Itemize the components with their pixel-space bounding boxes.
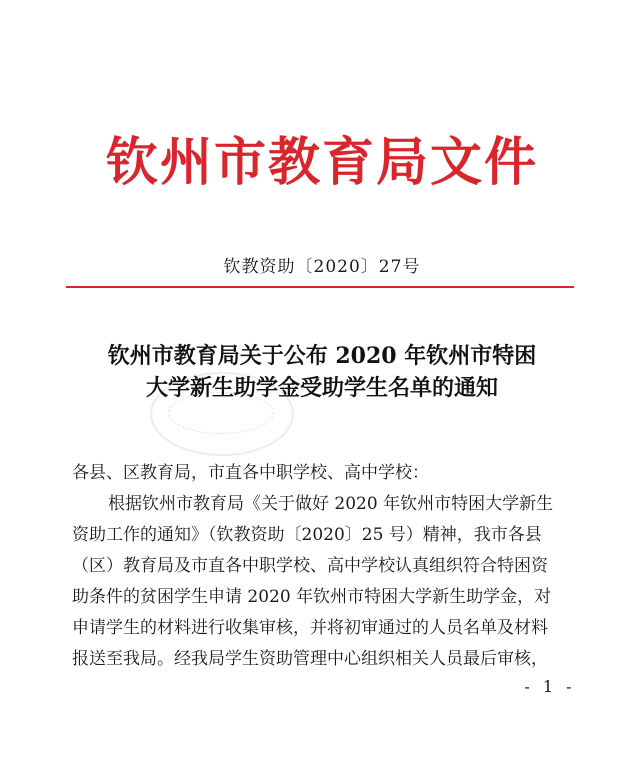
notice-title-line-1: 钦州市教育局关于公布 2020 年钦州市特困 xyxy=(107,343,537,369)
notice-title xyxy=(40,340,604,404)
document-number: 钦教资助〔2020〕27号 xyxy=(223,257,421,277)
paragraph-line-3: （区）教育局及市直各中职学校、高中学校认真组织符合特困资 xyxy=(72,556,548,576)
paragraph-line-5: 申请学生的材料进行收集审核，并将初审通过的人员名单及材料 xyxy=(72,618,548,638)
salutation: 各县、区教育局，市直各中职学校、高中学校： xyxy=(72,463,429,483)
notice-title-line-2: 大学新生助学金受助学生名单的通知 xyxy=(145,375,498,401)
paragraph-line-4: 助条件的贫困学生申请 2020 年钦州市特困大学新生助学金，对 xyxy=(72,587,552,607)
paragraph-line-6: 报送至我局。经我局学生资助管理中心组织相关人员最后审核， xyxy=(72,649,548,669)
page-number: - 1 - xyxy=(524,677,576,696)
paragraph-line-2: 资助工作的通知》（钦教资助〔2020〕25 号）精神，我市各县 xyxy=(72,525,542,545)
paragraph-line-1: 根据钦州市教育局《关于做好 2020 年钦州市特困大学新生 xyxy=(108,494,554,514)
red-divider-line xyxy=(66,286,574,288)
notice-body xyxy=(72,458,582,675)
masthead-title: 钦州市教育局文件 xyxy=(105,132,538,193)
